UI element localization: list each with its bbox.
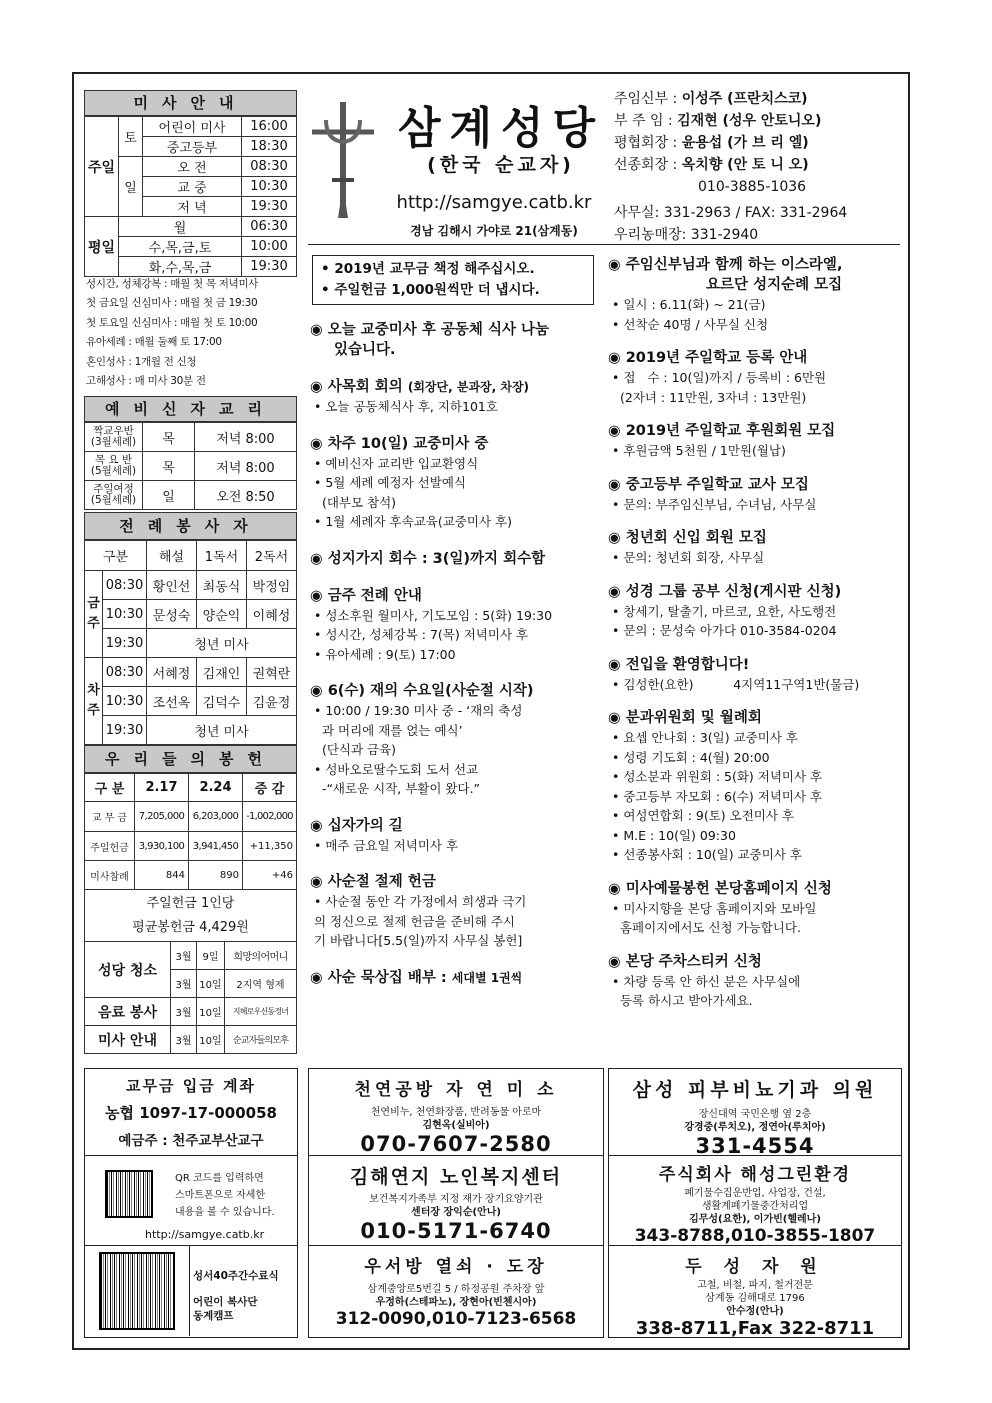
staff-label: 평협회장 : (614, 135, 678, 151)
church-address: 경남 김해시 가야로 21(삼계동) (410, 224, 578, 238)
mass-info (86, 275, 298, 391)
duty-who: 희망의어머니 (225, 942, 297, 970)
qr-code-icon[interactable] (105, 1170, 153, 1218)
ad-desc: 생활계폐기물중간처리업 (701, 1201, 809, 1212)
section-title-text: ◉ 성지가지 회수 : 3(일)까지 회수함 (310, 550, 546, 567)
ad-phone: 070-7607-2580 (360, 1132, 552, 1156)
ad-owner: 강경중(루치오), 정연아(루치아) (684, 1122, 826, 1133)
duty-day: 10일 (197, 1026, 225, 1054)
section-title-text: ◉ 십자가의 길 (310, 817, 403, 834)
farm-phone: 우리농매장: 331-2940 (614, 227, 759, 243)
section-title-text: ◉ 주임신부님과 함께 하는 이스라엘, (608, 257, 843, 273)
liturgy-header: 전례봉사자 (84, 512, 297, 540)
section-title (310, 377, 602, 397)
notice-box (312, 255, 594, 305)
offering-value: 890 (189, 861, 243, 890)
mass-time: 18:30 (242, 137, 297, 157)
ad-box (308, 1068, 604, 1156)
liturgy-table (84, 540, 297, 745)
info-line: 성시간, 성체강복 : 매월 첫 목 저녁미사 (86, 278, 259, 290)
notice-section (608, 348, 904, 407)
section-line: • M.E : 10(일) 09:30 (612, 827, 736, 843)
section-line: • 5월 세례 예정자 선발예식 (314, 475, 466, 490)
church-url[interactable]: http://samgye.catb.kr (396, 192, 592, 213)
section-line: • 접 수 : 10(일)까지 / 등록비 : 6만원 (612, 370, 827, 385)
header-divider (308, 244, 900, 245)
section-line: • 성바오로딸수도회 도서 선교 (314, 761, 479, 777)
section-line: • 김성한(요한) 4지역11구역1반(물금) (612, 676, 860, 692)
ad-desc: 고철, 비철, 파지, 철거전문 (697, 1280, 813, 1291)
mass-name: 어린이 미사 (143, 117, 242, 137)
section-title (310, 320, 602, 340)
class-note: (3월세례) (90, 436, 137, 448)
ad-phone: 010-5171-6740 (360, 1219, 552, 1243)
section-line: • 문의: 부주임신부님, 수녀님, 사무실 (612, 496, 817, 512)
notice-line: • 주일헌금 1,000원씩만 더 냅시다. (321, 282, 540, 298)
server-name: 조선옥 (147, 687, 197, 716)
ad-phone: 338-8711,Fax 322-8711 (635, 1318, 875, 1338)
section-title (608, 879, 904, 899)
section-line: • 창세기, 탈출기, 마르코, 요한, 사도행전 (612, 603, 837, 619)
duty-who: 순교자들의모후 (225, 1026, 297, 1054)
info-line: 유아세례 : 매월 둘째 토 17:00 (86, 336, 222, 349)
next-week-label: 차주 (85, 658, 103, 745)
section-line: 의 정신으로 절제 헌금을 준비해 주시 (314, 913, 515, 929)
server-name: 황인선 (147, 571, 197, 600)
ad-owner: 김현옥(실비아) (422, 1120, 490, 1131)
section-line: (대부모 참석) (314, 494, 397, 510)
section-line: 등록 하시고 받아가세요. (612, 993, 753, 1008)
offering-value: 7,205,000 (135, 802, 189, 832)
section-title-text: ◉ 사목회 회의 (310, 379, 403, 395)
col-header: 구분 (85, 541, 147, 571)
ad-phone: 331-4554 (695, 1134, 815, 1156)
section-line: (2자녀 : 11만원, 3자녀 : 13만원) (612, 389, 807, 405)
staff-row (614, 154, 904, 176)
class-time: 오전 8:50 (195, 481, 297, 510)
staff-value: 이성주 (프란치스코) (681, 91, 808, 107)
bank-box (84, 1068, 298, 1156)
duty-month: 3월 (171, 1026, 197, 1054)
section-title-note: (회장단, 분과장, 차장) (407, 380, 530, 394)
ad-desc: 천연비누, 천연화장품, 반려동물 아로마 (370, 1107, 542, 1118)
staff-label: 선종회장 : (614, 157, 678, 173)
col-header: 2.17 (135, 774, 189, 802)
section-line: • 일시 : 6.11(화) ~ 21(금) (612, 297, 766, 312)
ad-box (608, 1156, 902, 1246)
offering-change: +11,350 (243, 832, 297, 861)
notice-section (608, 255, 904, 334)
qr-url[interactable]: http://samgye.catb.kr (145, 1228, 265, 1241)
mass-name: 중고등부 (143, 137, 242, 157)
section-title (608, 655, 904, 675)
server-name: 김재인 (197, 658, 247, 687)
section-title (310, 586, 602, 606)
section-line: • 성소후원 월미사, 기도모임 : 5(화) 19:30 (314, 607, 553, 623)
server-name: 최동식 (197, 571, 247, 600)
duty-who: 2지역 형제 (225, 970, 297, 998)
ad-owner: 우정하(스테파노), 장현아(빈첸시아) (375, 1297, 537, 1308)
duty-month: 3월 (171, 942, 197, 970)
camp-text: 어린이 복사단 (193, 1296, 258, 1308)
class-note: (5월세례) (90, 494, 137, 506)
duty-day: 10일 (197, 998, 225, 1026)
col-header: 2독서 (247, 541, 297, 571)
notice-section (608, 708, 904, 865)
ad-owner: 안수정(안나) (726, 1306, 784, 1317)
section-line: • 차량 등록 안 하신 분은 사무실에 (612, 973, 801, 989)
ad-box (608, 1068, 902, 1156)
ad-box (308, 1156, 604, 1246)
staff-row (614, 110, 904, 132)
col-header: 2.24 (189, 774, 243, 802)
offering-value: 844 (135, 861, 189, 890)
qr-text: 내용을 볼 수 있습니다. (175, 1207, 275, 1218)
weekday-label: 평일 (85, 217, 119, 277)
sun-label: 일 (119, 157, 143, 217)
section-title-note: 세대별 1권씩 (451, 970, 523, 985)
notice-section (310, 377, 602, 417)
notice-line: • 2019년 교무금 책정 해주십시오. (321, 261, 535, 277)
cleaning-label: 성당 청소 (85, 942, 171, 998)
class-day: 일 (143, 481, 195, 510)
liturgy-time: 10:30 (103, 687, 147, 716)
section-title-cont: 요르단 성지순례 모집 (706, 277, 843, 293)
server-name: 김윤정 (247, 687, 297, 716)
ad-desc: 삼계동 김해대로 1796 (705, 1293, 805, 1304)
ad-name: 삼성 피부비뇨기과 의원 (632, 1079, 878, 1101)
ad-box (308, 1246, 604, 1338)
section-title (310, 816, 602, 836)
church-title: 삼계성당 (397, 103, 604, 154)
liturgy-time: 10:30 (103, 600, 147, 629)
staff-row (614, 132, 904, 154)
section-line: • 오늘 공동체식사 후, 지하101호 (314, 399, 498, 414)
liturgy-time: 19:30 (103, 629, 147, 658)
guide-label: 미사 안내 (85, 1026, 171, 1054)
mass-time: 16:00 (242, 117, 297, 137)
office-phone: 사무실: 331-2963 / FAX: 331-2964 (614, 205, 848, 221)
notice-section (310, 549, 602, 569)
section-title (608, 528, 904, 548)
server-name: 박정임 (247, 571, 297, 600)
offering-name: 미사참례 (85, 861, 135, 890)
section-title-text: ◉ 본당 주차스티커 신청 (608, 953, 762, 970)
left-notices (310, 320, 602, 1005)
section-title-text: ◉ 사순절 절제 헌금 (310, 874, 436, 890)
section-title-text: ◉ 청년회 신입 회원 모집 (608, 530, 767, 546)
contact-phone: 010-3885-1036 (698, 179, 807, 195)
drink-label: 음료 봉사 (85, 998, 171, 1026)
section-title-cont: 있습니다. (334, 342, 396, 358)
notice-section (608, 952, 904, 1011)
info-line: 첫 금요일 신심미사 : 매월 첫 금 19:30 (86, 297, 258, 310)
section-line: -“새로운 시작, 부활이 왔다.” (314, 781, 481, 796)
liturgy-time: 08:30 (103, 571, 147, 600)
section-line: 홈페이지에서도 신청 가능합니다. (612, 920, 801, 935)
section-title (310, 968, 602, 988)
section-title-text: ◉ 중고등부 주일학교 교사 모집 (608, 476, 809, 493)
liturgy-time: 19:30 (103, 716, 147, 745)
notice-section (608, 655, 904, 695)
section-line: • 성소분과 위원회 : 5(화) 저녁미사 후 (612, 769, 823, 784)
ad-name: 천연공방 자 연 미 소 (354, 1080, 558, 1100)
section-title-text: ◉ 사순 묵상집 배부 : (310, 969, 447, 986)
notice-section (310, 586, 602, 665)
duty-who: 지혜로우신동정녀 (225, 998, 297, 1026)
section-line: • 매주 금요일 저녁미사 후 (314, 837, 459, 853)
ad-desc: 삼계중앙로5번길 5 / 하정공원 주차장 앞 (367, 1284, 545, 1295)
section-title-text: ◉ 분과위원회 및 월례회 (608, 710, 762, 726)
ad-owner: 김무성(요한), 이가빈(헬레나) (689, 1214, 821, 1225)
section-title (608, 421, 904, 441)
server-name: 권혁란 (247, 658, 297, 687)
class-name: 목 요 반 (94, 454, 133, 466)
offering-change: -1,002,000 (243, 802, 297, 832)
mass-name: 교 중 (143, 177, 242, 197)
offering-header: 우리들의봉헌 (84, 745, 297, 773)
ad-desc: 장신대역 국민은행 옆 2층 (698, 1109, 812, 1120)
camp-box (84, 1246, 298, 1338)
section-line: • 성시간, 성체강복 : 7(목) 저녁미사 후 (314, 627, 529, 642)
notice-section (310, 320, 602, 360)
section-line: (단식과 금육) (314, 742, 397, 757)
server-name: 양순익 (197, 600, 247, 629)
camp-qr-icon[interactable] (99, 1252, 175, 1330)
section-title-text: ◉ 6(수) 재의 수요일(사순절 시작) (310, 683, 534, 699)
staff-value: 김재현 (성우 안토니오) (677, 113, 822, 129)
mass-header: 미사안내 (84, 90, 297, 116)
camp-text: 성서40주간수료식 (193, 1270, 279, 1282)
staff-value: 옥치향 (안 토 니 오) (681, 157, 809, 173)
section-title (310, 549, 602, 569)
liturgy-time: 08:30 (103, 658, 147, 687)
offering-value: 6,203,000 (189, 802, 243, 832)
mass-time: 19:30 (242, 197, 297, 217)
duty-day: 9일 (197, 942, 225, 970)
section-title (608, 348, 904, 368)
camp-text: 동계캠프 (193, 1310, 234, 1322)
notice-section (608, 421, 904, 461)
this-week-label: 금주 (85, 571, 103, 658)
section-title-text: ◉ 2019년 주일학교 후원회원 모집 (608, 423, 836, 439)
notice-section (310, 816, 602, 856)
notice-section (608, 475, 904, 515)
youth-mass: 청년 미사 (147, 629, 297, 658)
mass-time: 19:30 (242, 257, 297, 277)
section-line: • 선종봉사회 : 10(일) 교중미사 후 (612, 847, 802, 862)
mass-name: 수,목,금,토 (119, 237, 242, 257)
qr-text: 스마트폰으로 자세한 (175, 1190, 266, 1201)
info-line: 혼인성사 : 1개월 전 신청 (86, 355, 197, 368)
sunday-label: 주일 (85, 117, 119, 217)
section-title-text: ◉ 금주 전례 안내 (310, 587, 422, 604)
staff-value: 윤용섭 (가 브 리 엘) (681, 135, 809, 151)
offering-name: 교 무 금 (85, 802, 135, 832)
server-name: 문성숙 (147, 600, 197, 629)
section-line: • 성령 기도회 : 4(월) 20:00 (612, 749, 770, 765)
section-title (608, 952, 904, 972)
notice-section (310, 968, 602, 988)
sat-label: 토 (119, 117, 143, 157)
section-line: • 10:00 / 19:30 미사 중 - ‘재의 축성 (314, 703, 523, 718)
notice-section (310, 872, 602, 951)
section-line: • 선착순 40명 / 사무실 신청 (612, 316, 769, 332)
staff-label: 부 주 임 : (614, 113, 673, 129)
section-title-text: ◉ 성경 그룹 공부 신청(게시판 신청) (608, 583, 842, 600)
class-name: 짝교우반 (93, 425, 134, 437)
section-title (310, 681, 602, 701)
staff-list (614, 88, 904, 246)
avg-label: 주일헌금 1인당 (146, 895, 235, 911)
catechumen-header: 예비신자교리 (84, 396, 297, 422)
staff-row (614, 88, 904, 110)
section-title (608, 475, 904, 495)
ad-phone: 343-8788,010-3855-1807 (634, 1226, 876, 1246)
section-line: • 예비신자 교리반 입교환영식 (314, 455, 479, 471)
mass-time: 08:30 (242, 157, 297, 177)
cross-sword-logo (308, 100, 378, 220)
offering-value: 3,930,100 (135, 832, 189, 861)
bank-title: 교무금 입금 계좌 (126, 1077, 256, 1095)
section-line: • 요셉 안나회 : 3(일) 교중미사 후 (612, 730, 798, 745)
avg-value: 평균봉헌금 4,429원 (132, 919, 249, 935)
class-day: 목 (143, 452, 195, 481)
section-title (310, 434, 602, 454)
ad-owner: 센터장 장익순(안나) (411, 1207, 501, 1218)
ad-name: 두 성 자 원 (685, 1257, 825, 1277)
section-line: • 후원금액 5천원 / 1만원(월납) (612, 443, 786, 458)
section-title-text: ◉ 전입을 환영합니다! (608, 656, 750, 673)
church-subtitle: (한국 순교자) (427, 154, 575, 176)
section-line: • 미사지향을 본당 홈페이지와 모바일 (612, 900, 817, 916)
info-line: 첫 토요일 신심미사 : 매월 첫 토 10:00 (86, 316, 258, 329)
ad-desc: 보건복지가족부 지정 재가 장기요양기관 (369, 1194, 543, 1205)
section-title (608, 582, 904, 602)
section-title (310, 872, 602, 892)
offering-change: +46 (243, 861, 297, 890)
section-line: • 사순절 동안 각 가정에서 희생과 극기 (314, 894, 527, 909)
ad-name: 주식회사 해성그린환경 (658, 1165, 852, 1185)
right-notices (608, 255, 904, 1025)
notice-section (608, 528, 904, 568)
qr-box (84, 1156, 298, 1246)
section-line: • 여성연합회 : 9(토) 오전미사 후 (612, 808, 794, 823)
youth-mass: 청년 미사 (147, 716, 297, 745)
catechumen-table (84, 422, 297, 510)
server-name: 김덕수 (197, 687, 247, 716)
section-line: 기 바랍니다[5.5(일)까지 사무실 봉헌] (314, 933, 523, 948)
duty-day: 10일 (197, 970, 225, 998)
offering-value: 3,941,450 (189, 832, 243, 861)
mass-table (84, 116, 297, 277)
server-name: 이혜성 (247, 600, 297, 629)
class-time: 저녁 8:00 (195, 423, 297, 452)
section-line: • 1월 세례자 후속교육(교중미사 후) (314, 514, 512, 529)
section-line: 과 머리에 재를 얹는 예식’ (314, 722, 463, 738)
col-header: 해설 (147, 541, 197, 571)
duty-month: 3월 (171, 998, 197, 1026)
notice-section (310, 681, 602, 799)
duty-month: 3월 (171, 970, 197, 998)
col-header: 증 감 (243, 774, 297, 802)
bank-account: 농협 1097-17-000058 (105, 1104, 277, 1122)
class-note: (5월세례) (90, 465, 137, 477)
section-title-text: ◉ 오늘 교중미사 후 공동체 식사 나눔 (310, 322, 550, 338)
ad-name: 김해연지 노인복지센터 (349, 1166, 563, 1188)
class-name: 주일여정 (93, 483, 134, 495)
section-title-text: ◉ 차주 10(일) 교중미사 중 (310, 435, 489, 452)
col-header: 1독서 (197, 541, 247, 571)
section-title (608, 255, 904, 275)
col-header: 구 분 (85, 774, 135, 802)
mass-name: 저 녁 (143, 197, 242, 217)
ad-box (608, 1246, 902, 1338)
mass-name: 오 전 (143, 157, 242, 177)
mass-name: 월 (119, 217, 242, 237)
notice-section (608, 879, 904, 938)
section-title-text: ◉ 2019년 주일학교 등록 안내 (608, 350, 808, 366)
mass-time: 06:30 (242, 217, 297, 237)
duty-table (84, 941, 297, 1054)
section-line: • 문의 : 문성숙 아가다 010-3584-0204 (612, 623, 837, 638)
section-line: • 문의: 청년회 회장, 사무실 (612, 550, 765, 565)
offering-name: 주일헌금 (85, 832, 135, 861)
mass-time: 10:00 (242, 237, 297, 257)
section-line: • 유아세례 : 9(토) 17:00 (314, 646, 456, 662)
info-line: 고해성사 : 매 미사 30분 전 (86, 374, 206, 387)
bank-holder: 예금주 : 천주교부산교구 (118, 1133, 264, 1149)
notice-section (608, 582, 904, 641)
section-title (608, 708, 904, 728)
server-name: 서혜정 (147, 658, 197, 687)
mass-time: 10:30 (242, 177, 297, 197)
ad-phone: 312-0090,010-7123-6568 (335, 1309, 577, 1329)
mass-name: 화,수,목,금 (119, 257, 242, 277)
section-title-text: ◉ 미사예물봉헌 본당홈페이지 신청 (608, 880, 832, 897)
ad-name: 우서방 열쇠 · 도장 (364, 1257, 548, 1277)
qr-text: QR 코드를 입력하면 (175, 1173, 264, 1184)
notice-section (310, 434, 602, 532)
class-time: 저녁 8:00 (195, 452, 297, 481)
offering-table (84, 773, 297, 942)
staff-label: 주임신부 : (614, 91, 678, 107)
ad-desc: 폐기물수집운반업, 사업장, 건설, (684, 1188, 826, 1199)
section-line: • 중고등부 자모회 : 6(수) 저녁미사 후 (612, 788, 823, 804)
class-day: 목 (143, 423, 195, 452)
